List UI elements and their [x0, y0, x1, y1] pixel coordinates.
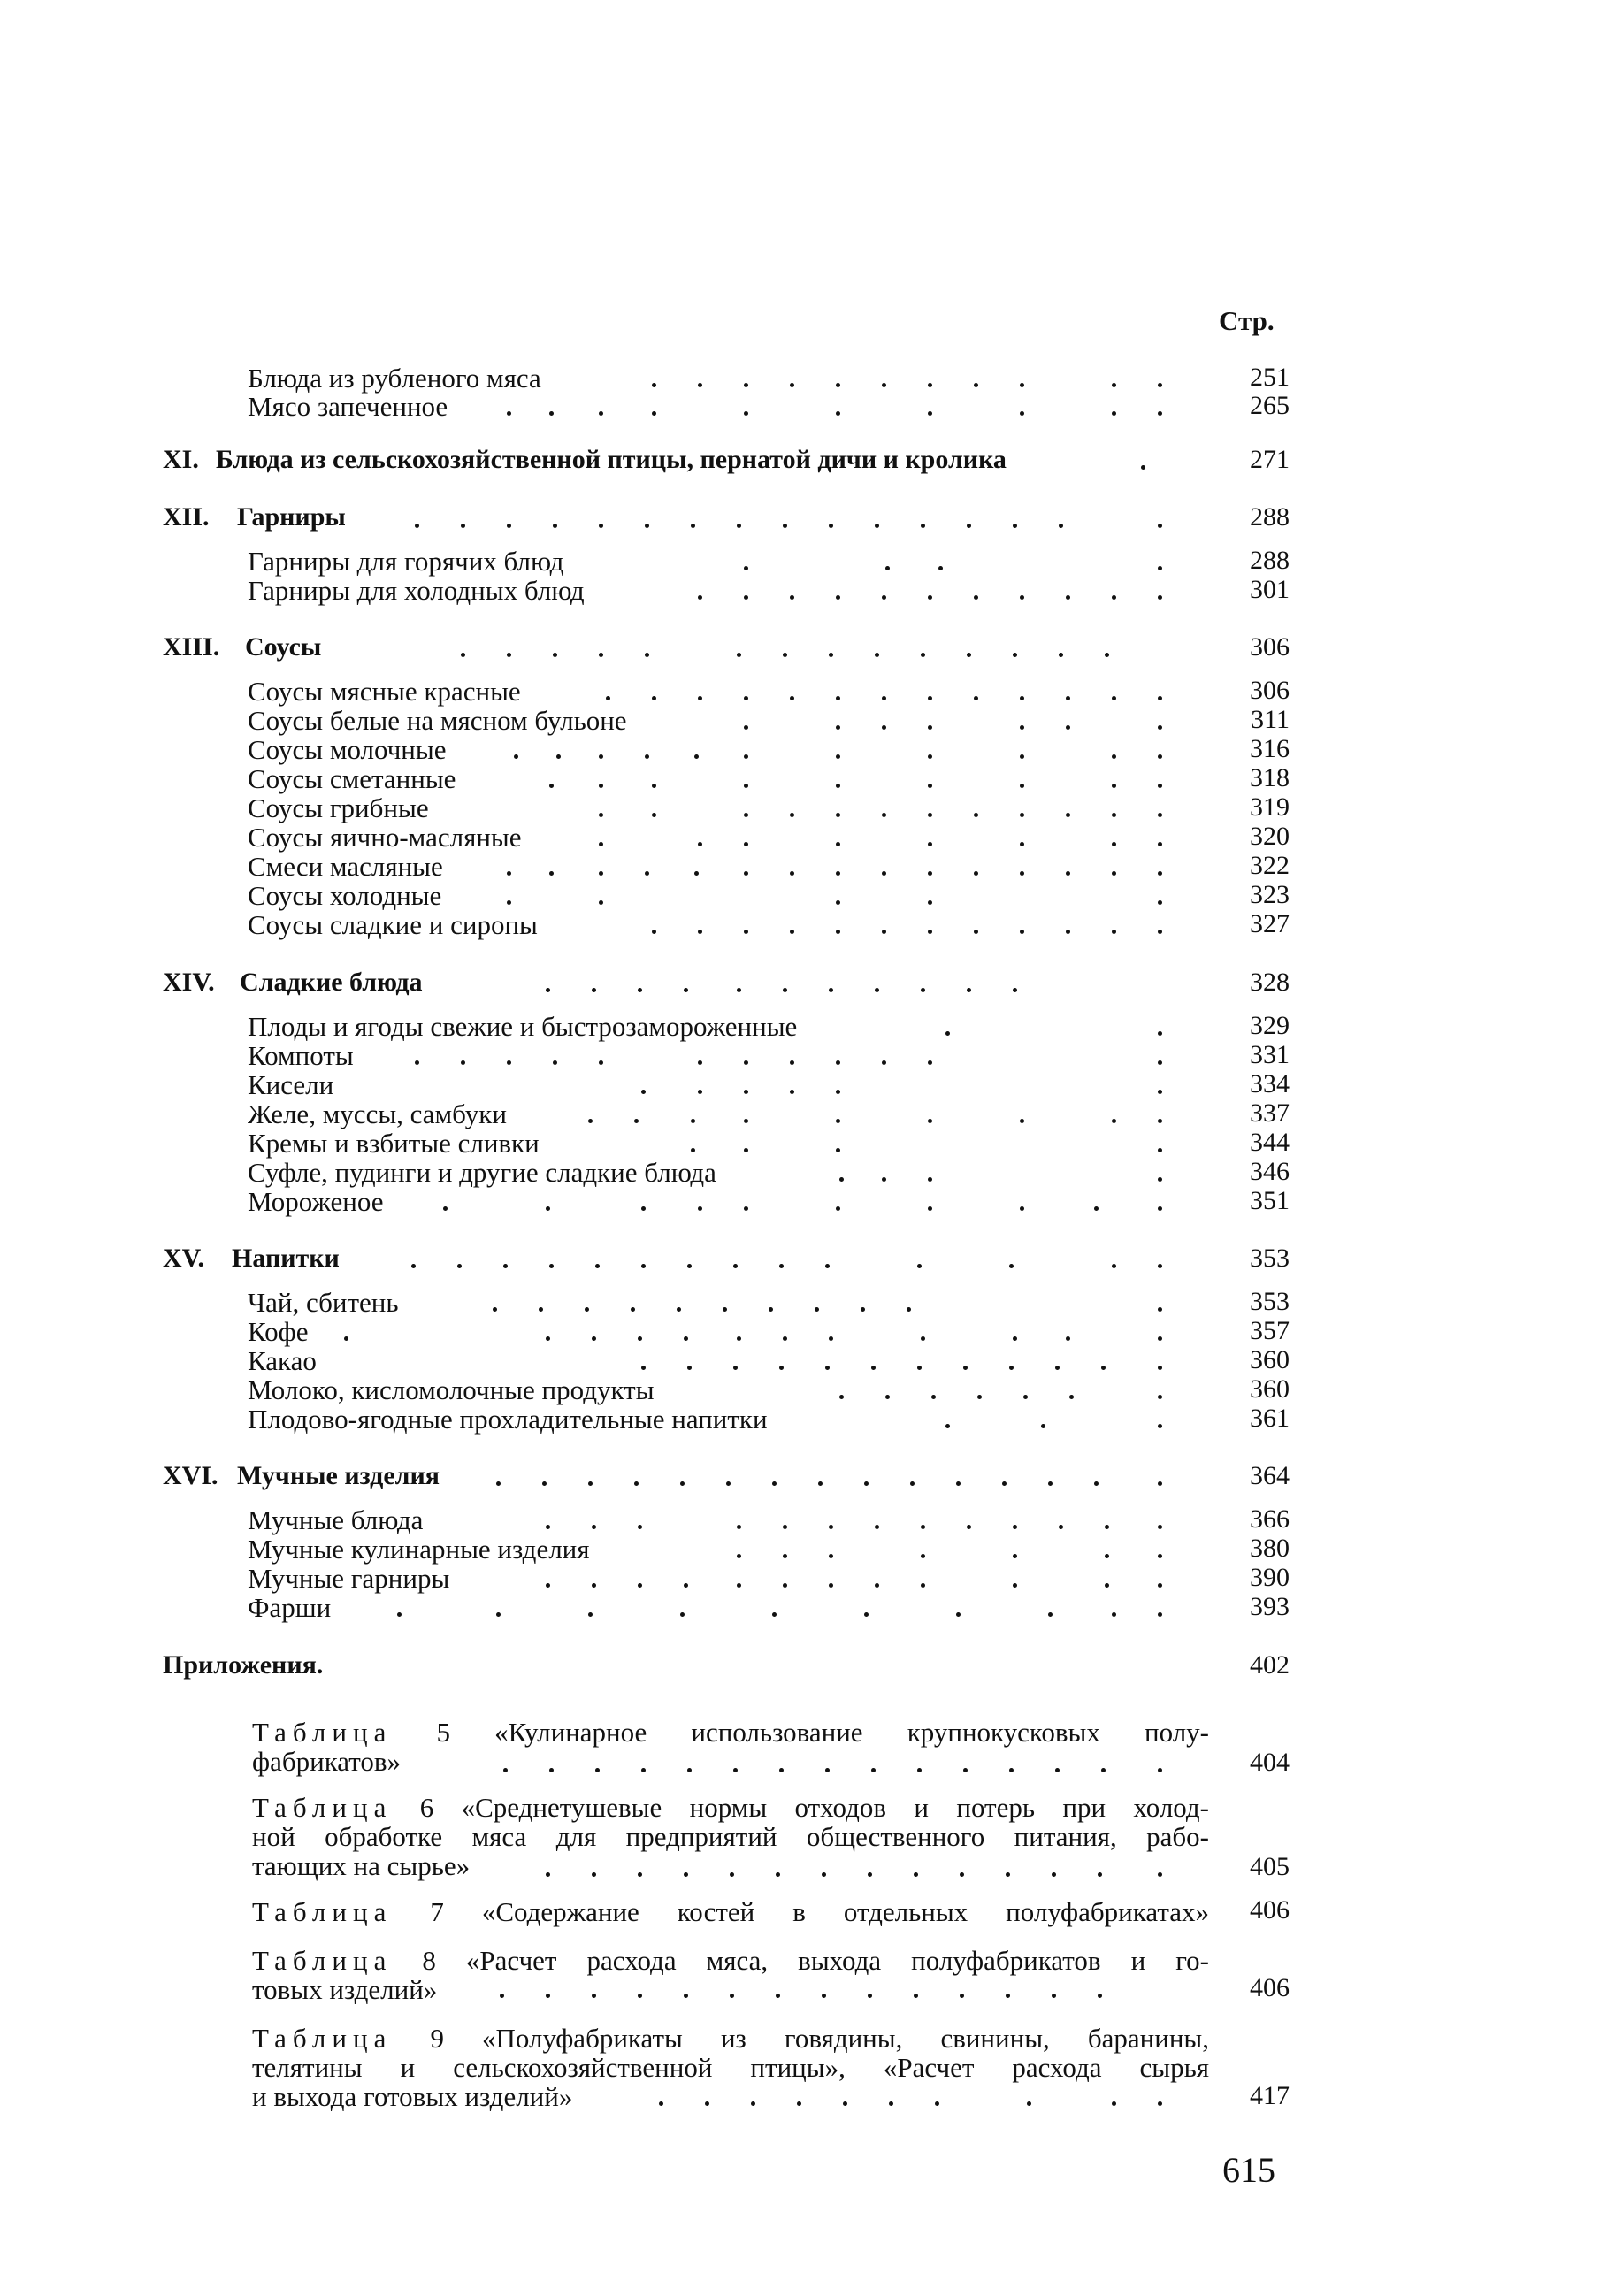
toc-entry-page: 331 [1250, 1040, 1290, 1069]
table-line: 5 «Кулинарное использование крупнокусковых полу- [436, 1717, 1210, 1748]
toc-entry-label: Мороженое [248, 1186, 384, 1217]
toc-entry-page: 337 [1250, 1098, 1290, 1128]
table-prefix: Таблица [252, 1792, 393, 1823]
table-prefix: Таблица [252, 1717, 393, 1748]
appendix-page: 402 [1250, 1650, 1290, 1680]
toc-entry-page: 360 [1250, 1374, 1290, 1404]
table-page: 405 [1250, 1852, 1290, 1881]
toc-entry-page: 265 [1250, 391, 1290, 420]
toc-entry-label: Соусы яично-масляные [248, 822, 522, 853]
toc-entry-label: Мучные гарниры [248, 1563, 450, 1594]
section-page: 306 [1250, 632, 1290, 662]
section-number: XII. [163, 502, 210, 532]
toc-entry-page: 329 [1250, 1011, 1290, 1040]
toc-entry-page: 351 [1250, 1186, 1290, 1215]
table-page: 406 [1250, 1895, 1290, 1925]
toc-entry-label: Плодово-ягодные прохладительные напитки [248, 1404, 768, 1435]
appendix-table-entry [252, 1897, 1209, 1926]
section-title: Гарниры [237, 502, 346, 532]
table-line: товых изделий» [252, 1974, 438, 2005]
toc-entry-page: 353 [1250, 1287, 1290, 1316]
toc-entry-page: 393 [1250, 1592, 1290, 1621]
toc-entry-page: 251 [1250, 363, 1290, 392]
table-line: тающих на сырье» [252, 1850, 471, 1881]
toc-entry-label: Смеси масляные [248, 851, 443, 882]
toc-entry-page: 311 [1251, 705, 1290, 734]
toc-entry-label: Кремы и взбитые сливки [248, 1128, 540, 1159]
toc-entry-label: Соусы молочные [248, 734, 447, 765]
section-title: Блюда из сельскохозяйственной птицы, пернатой дичи и кролика [216, 445, 1007, 474]
table-line: 7 «Содержание костей в отдельных полуфабрикатах» [430, 1896, 1210, 1927]
toc-entry-page: 327 [1250, 909, 1290, 938]
toc-entry-label: Соусы холодные [248, 880, 442, 911]
toc-entry-page: 288 [1250, 546, 1290, 575]
table-line: 8 «Расчет расхода мяса, выхода полуфабрикатов и го- [422, 1945, 1209, 1976]
toc-entry-label: Суфле, пудинги и другие сладкие блюда [248, 1157, 716, 1188]
table-line: и выхода готовых изделий» [252, 2081, 573, 2112]
table-page: 417 [1250, 2081, 1290, 2110]
toc-entry-label: Соусы сметанные [248, 763, 456, 794]
toc-entry-label: Кисели [248, 1069, 334, 1100]
toc-entry-page: 322 [1250, 851, 1290, 880]
section-page: 328 [1250, 968, 1290, 997]
toc-entry-label: Соусы грибные [248, 792, 429, 823]
pages-column-header: Стр. [1219, 305, 1275, 336]
toc-entry-label: Соусы мясные красные [248, 676, 521, 707]
section-title: Соусы [245, 632, 322, 662]
toc-entry-page: 357 [1250, 1316, 1290, 1345]
toc-entry-page: 306 [1250, 676, 1290, 705]
section-title: Сладкие блюда [240, 968, 423, 997]
toc-entry-page: 361 [1250, 1404, 1290, 1433]
appendix-table-entry [252, 1793, 1209, 1880]
section-number: XVI. [163, 1461, 218, 1490]
toc-entry-label: Гарниры для горячих блюд [248, 546, 564, 577]
toc-entry-page: 366 [1250, 1504, 1290, 1534]
toc-entry-label: Мясо запеченное [248, 391, 448, 422]
toc-entry-page: 334 [1250, 1069, 1290, 1098]
toc-entry-label: Гарниры для холодных блюд [248, 575, 585, 606]
section-title: Мучные изделия [237, 1461, 440, 1490]
appendix-table-entry [252, 1718, 1209, 1776]
section-page: 364 [1250, 1461, 1290, 1490]
toc-entry-page: 360 [1250, 1345, 1290, 1374]
toc-entry-page: 323 [1250, 880, 1290, 909]
table-line: 6 «Среднетушевые нормы отходов и потерь при холод- [419, 1792, 1209, 1823]
appendix-table-entry [252, 2024, 1209, 2111]
folio-page-number: 615 [1222, 2150, 1275, 2190]
toc-entry-page: 380 [1250, 1534, 1290, 1563]
toc-entry-page: 344 [1250, 1128, 1290, 1157]
section-page: 353 [1250, 1244, 1290, 1273]
table-line: ной обработке мяса для предприятий общественного питания, рабо- [252, 1821, 1209, 1852]
table-prefix: Таблица [252, 2023, 393, 2054]
toc-entry-label: Мучные кулинарные изделия [248, 1534, 590, 1565]
section-number: XIII. [163, 632, 220, 662]
table-prefix: Таблица [252, 1896, 393, 1927]
toc-entry-label: Чай, сбитень [248, 1287, 399, 1318]
toc-entry-label: Желе, муссы, самбуки [248, 1098, 507, 1129]
toc-entry-label: Плоды и ягоды свежие и быстрозамороженные [248, 1011, 798, 1042]
toc-entry-label: Соусы сладкие и сиропы [248, 909, 538, 940]
toc-entry-page: 316 [1250, 734, 1290, 763]
section-number: XI. [163, 445, 199, 474]
appendix-title: Приложения. [163, 1650, 324, 1680]
toc-entry-label: Кофе [248, 1316, 309, 1347]
toc-entry-label: Мучные блюда [248, 1504, 424, 1535]
toc-entry-label: Компоты [248, 1040, 354, 1071]
toc-entry-page: 301 [1250, 575, 1290, 604]
toc-entry-page: 318 [1250, 763, 1290, 792]
section-page: 288 [1250, 502, 1290, 532]
table-line: телятины и сельскохозяйственной птицы», «Расчет расхода сырья [252, 2052, 1209, 2083]
toc-entry-label: Молоко, кисломолочные продукты [248, 1374, 655, 1405]
section-page: 271 [1250, 445, 1290, 474]
toc-entry-page: 390 [1250, 1563, 1290, 1592]
table-page: 406 [1250, 1973, 1290, 2002]
toc-entry-page: 319 [1250, 792, 1290, 822]
section-number: XIV. [163, 968, 215, 997]
table-prefix: Таблица [252, 1945, 393, 1976]
table-line: 9 «Полуфабрикаты из говядины, свинины, баранины, [430, 2023, 1210, 2054]
section-title: Напитки [232, 1244, 340, 1273]
section-number: XV. [163, 1244, 204, 1273]
toc-entry-label: Фарши [248, 1592, 332, 1623]
table-page: 404 [1250, 1748, 1290, 1777]
toc-entry-label: Какао [248, 1345, 317, 1376]
toc-entry-label: Блюда из рубленого мяса [248, 363, 541, 394]
toc-entry-page: 346 [1250, 1157, 1290, 1186]
toc-entry-page: 320 [1250, 822, 1290, 851]
toc-entry-label: Соусы белые на мясном бульоне [248, 705, 627, 736]
table-line: фабрикатов» [252, 1746, 402, 1777]
